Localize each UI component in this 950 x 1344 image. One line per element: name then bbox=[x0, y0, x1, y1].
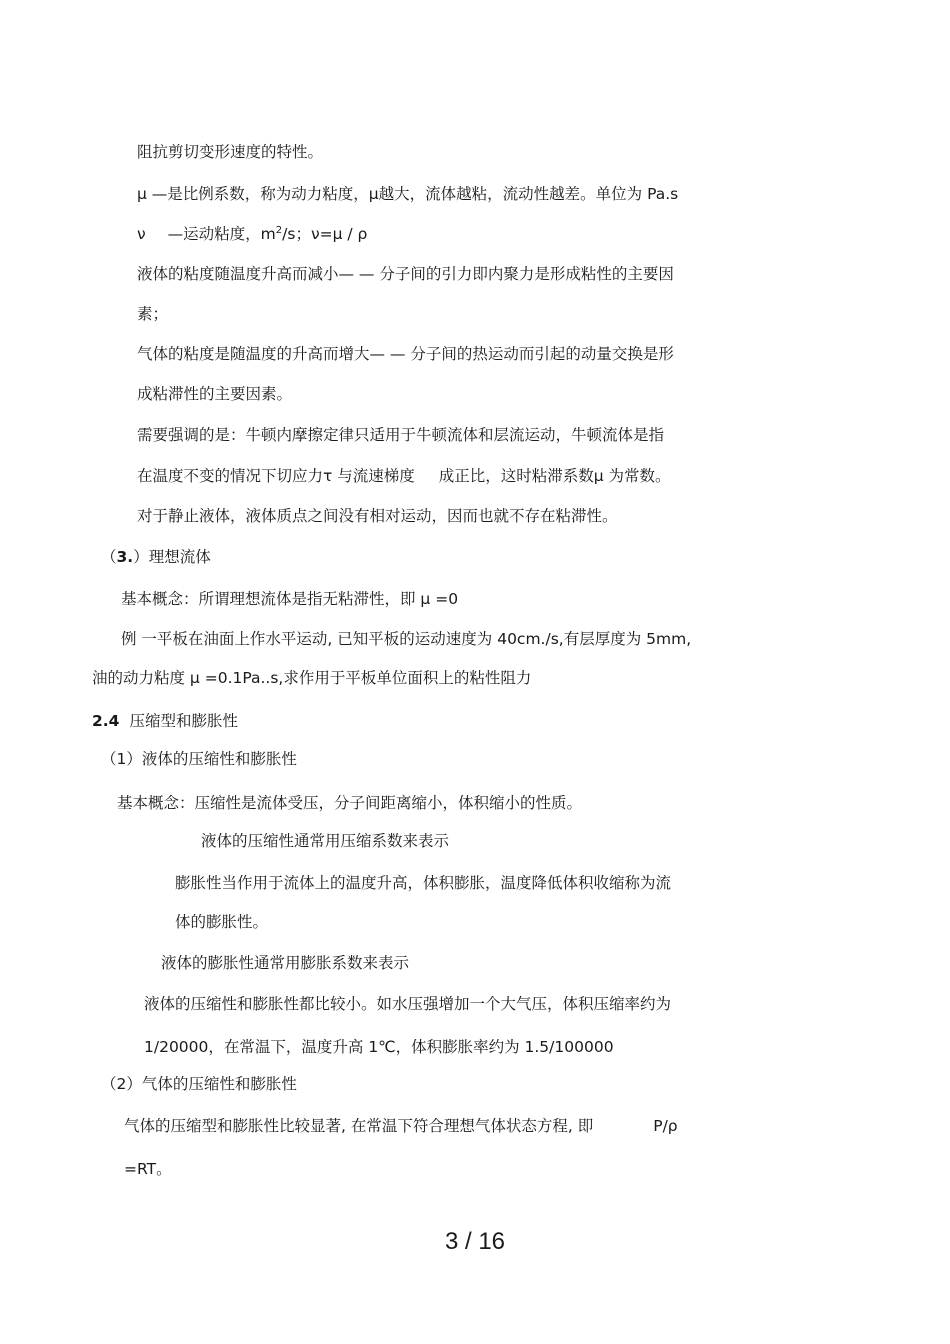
text-line bbox=[124, 1116, 678, 1136]
example-line: 例 一平板在油面上作水平运动, 已知平板的运动速度为 40cm./s,有层厚度为 5mm, bbox=[121, 630, 692, 648]
text-line: 液体的膨胀性通常用膨胀系数来表示 bbox=[161, 954, 410, 972]
text-fragment: 在温度不变的情况下切应力τ 与流速梯度 bbox=[137, 467, 415, 485]
text-line: 液体的粘度随温度升高而减小— — 分子间的引力即内聚力是形成粘性的主要因 bbox=[137, 265, 674, 283]
text-line: 膨胀性当作用于流体上的温度升高，体积膨胀，温度降低体积收缩称为流 bbox=[175, 874, 672, 892]
text-line: 液体的压缩性通常用压缩系数来表示 bbox=[201, 832, 450, 850]
formula-fragment: P/ρ bbox=[653, 1117, 678, 1135]
text-line: 需要强调的是：牛顿内摩擦定律只适用于牛顿流体和层流运动，牛顿流体是指 bbox=[137, 426, 665, 444]
nu-symbol: ν bbox=[137, 225, 146, 243]
text-fragment: 成正比，这时粘滞系数μ 为常数。 bbox=[438, 467, 671, 485]
subsection-heading: （3.）理想流体 bbox=[101, 548, 211, 566]
text-line: 基本概念：压缩性是流体受压，分子间距离缩小，体积缩小的性质。 bbox=[117, 794, 583, 812]
text-fragment: 气体的压缩型和膨胀性比较显著, 在常温下符合理想气体状态方程, 即 bbox=[124, 1117, 594, 1135]
subsection-heading: （1）液体的压缩性和膨胀性 bbox=[101, 750, 297, 768]
text-line: 基本概念：所谓理想流体是指无粘滞性，即 μ =0 bbox=[121, 590, 459, 608]
page-number: 3 / 16 bbox=[444, 1228, 506, 1255]
subsection-heading: （2）气体的压缩性和膨胀性 bbox=[101, 1075, 297, 1093]
text-line: 1/20000，在常温下，温度升高 1℃，体积膨胀率约为 1.5/100000 bbox=[144, 1038, 614, 1056]
text-fragment: —运动粘度，m bbox=[167, 225, 276, 243]
text-line: 液体的压缩性和膨胀性都比较小。如水压强增加一个大气压，体积压缩率约为 bbox=[144, 995, 672, 1013]
example-line: 油的动力粘度 μ =0.1Pa..s,求作用于平板单位面积上的粘性阻力 bbox=[92, 669, 532, 687]
text-line: 素； bbox=[137, 305, 169, 323]
text-line: 气体的粘度是随温度的升高而增大— — 分子间的热运动而引起的动量交换是形 bbox=[137, 345, 674, 363]
text-line bbox=[137, 224, 367, 244]
superscript: 2 bbox=[275, 224, 283, 236]
text-line: 对于静止液体，液体质点之间没有相对运动，因而也就不存在粘滞性。 bbox=[137, 507, 618, 525]
text-line: 阻抗剪切变形速度的特性。 bbox=[137, 143, 324, 161]
section-title: 压缩型和膨胀性 bbox=[129, 712, 238, 730]
text-line bbox=[137, 466, 671, 486]
formula-fragment: =RT。 bbox=[124, 1160, 172, 1178]
section-number: 2.4 bbox=[92, 712, 120, 730]
text-line: μ —是比例系数，称为动力粘度，μ越大，流体越粘，流动性越差。单位为 Pa.s bbox=[137, 185, 679, 203]
text-line: 体的膨胀性。 bbox=[175, 913, 269, 931]
text-line: 成粘滞性的主要因素。 bbox=[137, 385, 293, 403]
text-fragment: /s；ν=μ / ρ bbox=[282, 225, 368, 243]
section-heading bbox=[92, 711, 238, 731]
